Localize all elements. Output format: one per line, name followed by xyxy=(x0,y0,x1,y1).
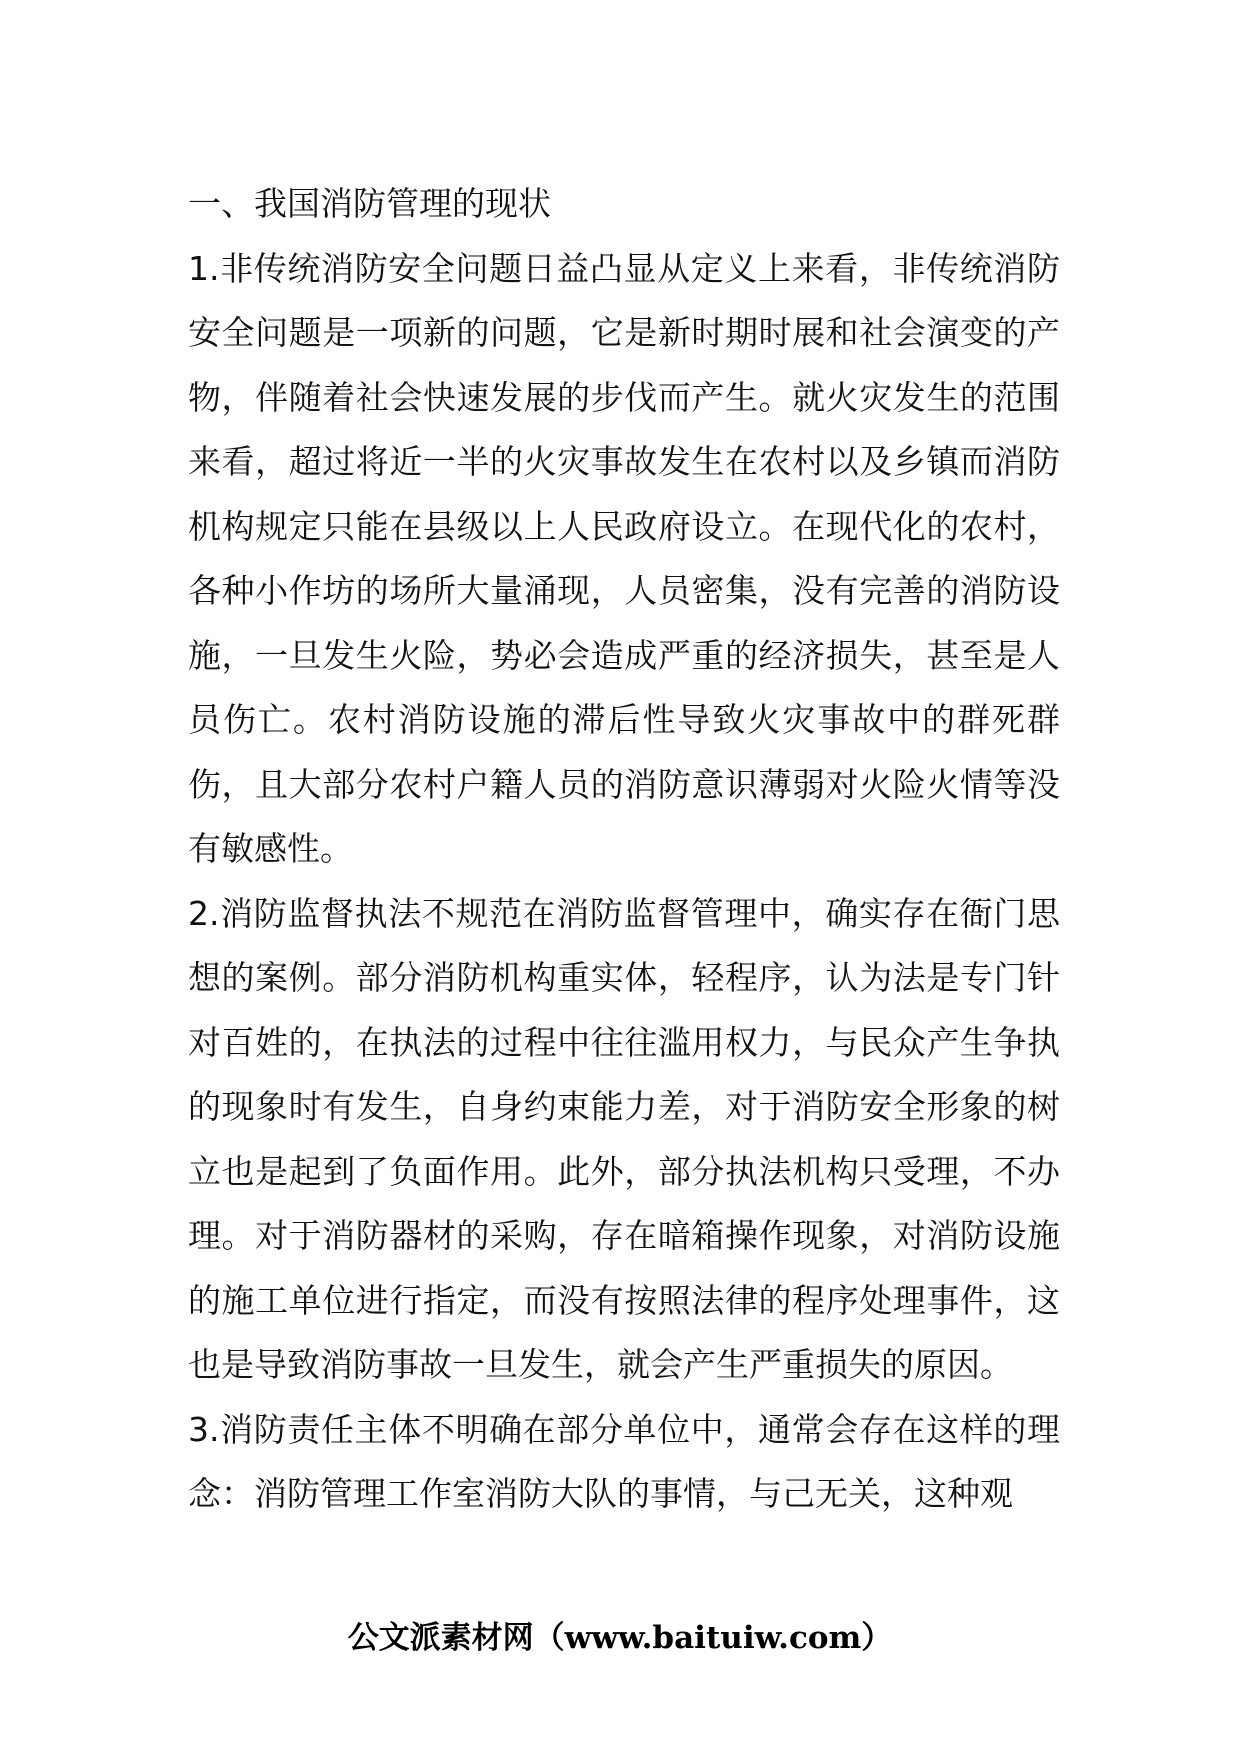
footer-watermark: 公文派素材网（www.baituiw.com） xyxy=(347,1620,893,1656)
section-heading: 一、我国消防管理的现状 xyxy=(188,184,551,223)
paragraph-2: 2.消防监督执法不规范在消防监督管理中，确实存在衙门思想的案例。部分消防机构重实体，轻程序，认为法是专门针对百姓的，在执法的过程中往往滥用权力，与民众产生争执的现象时有发生，自身约束能力差，对于消防安全形象的树立也是起到了负面作用。此外，部分执法机构只受理，不办理。对于消防器材的采购，存在暗箱操作现象，对消防设施的施工单位进行指定，而没有按照法律的程序处理事件，这也是导致消防事故一旦发生，就会产生严重损失的原因。 xyxy=(188,893,1060,1384)
paragraph-3: 3.消防责任主体不明确在部分单位中，通常会存在这样的理念：消防管理工作室消防大队的事情，与己无关，这种观 xyxy=(188,1409,1060,1513)
document-body xyxy=(188,172,1060,1527)
paragraph-1: 1.非传统消防安全问题日益凸显从定义上来看，非传统消防安全问题是一项新的问题，它是新时期时展和社会演变的产物，伴随着社会快速发展的步伐而产生。就火灾发生的范围来看，超过将近一半的火灾事故发生在农村以及乡镇而消防机构规定只能在县级以上人民政府设立。在现代化的农村，各种小作坊的场所大量涌现，人员密集，没有完善的消防设施，一旦发生火险，势必会造成严重的经济损失，甚至是人员伤亡。农村消防设施的滞后性导致火灾事故中的群死群伤，且大部分农村户籍人员的消防意识薄弱对火险火情等没有敏感性。 xyxy=(188,248,1060,868)
